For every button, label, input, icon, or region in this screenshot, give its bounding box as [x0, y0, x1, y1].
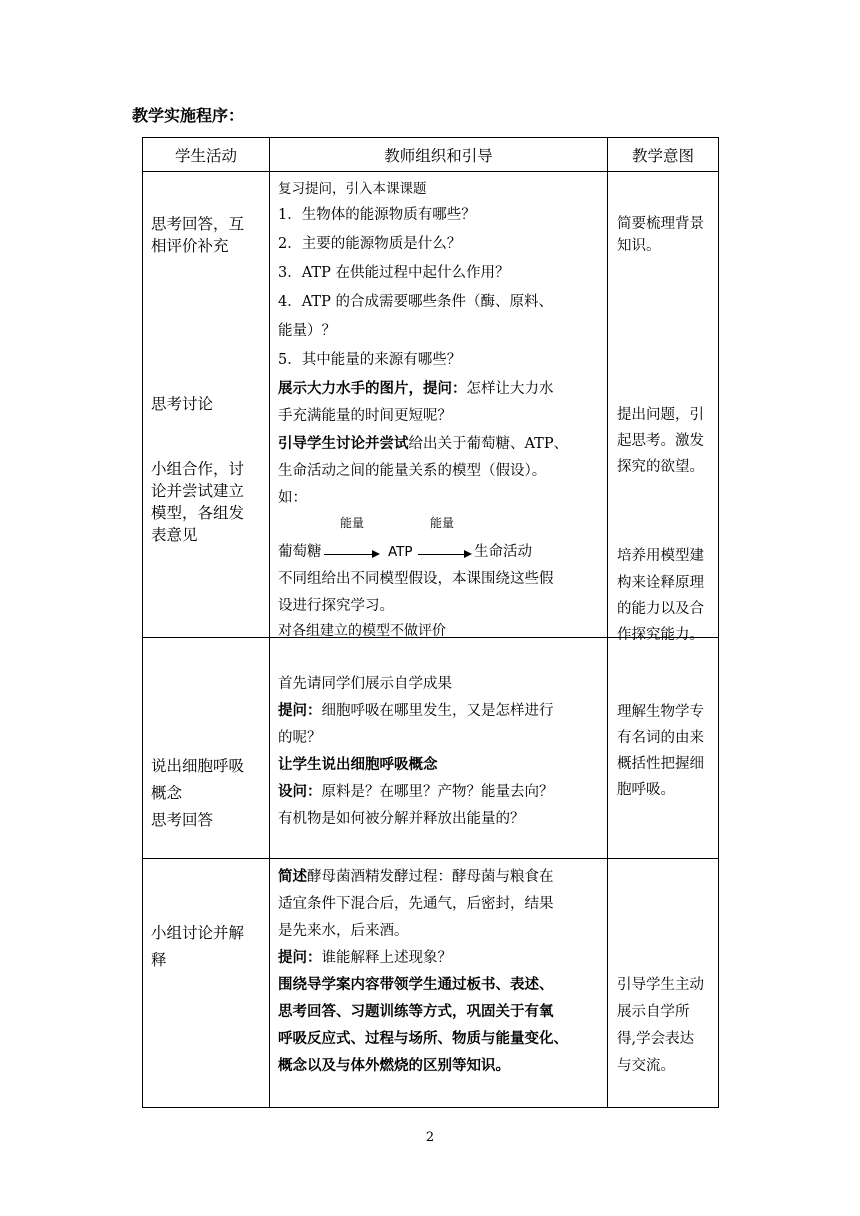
teacher-text	[278, 948, 452, 968]
intent-text: 理解生物学专	[617, 704, 704, 720]
intent-text: 得,学会表达	[617, 1031, 695, 1047]
student-text: 表意见	[151, 526, 198, 544]
teacher-text: 对各组建立的模型不做评价	[278, 623, 446, 639]
energy-label: 能量	[340, 516, 365, 530]
text: 原料是？在哪里？产物？能量去向？	[321, 784, 554, 800]
teacher-text: 有机物是如何被分解并释放出能量的？	[278, 811, 525, 827]
node-life-activity: 生命活动	[474, 544, 532, 560]
student-text: 相评价补充	[151, 237, 229, 255]
header-teaching-intent: 教学意图	[608, 138, 719, 172]
text: 给出关于葡萄糖、ATP、	[408, 436, 569, 452]
node-glucose: 葡萄糖	[278, 544, 322, 560]
student-text: 说出细胞呼吸	[151, 757, 245, 775]
teacher-text: 是先来水，后来酒。	[278, 923, 409, 939]
row2-intent-cell	[608, 638, 719, 859]
row2-teacher-cell	[270, 638, 608, 859]
text: 酵母菌酒精发酵过程：酵母菌与粮食在	[307, 869, 554, 885]
bold-text: 提问：	[278, 950, 322, 966]
bold-text: 设问：	[278, 784, 322, 800]
intent-text: 起思考。激发	[617, 433, 704, 449]
teacher-text: 适宜条件下混合后，先通气，后密封，结果	[278, 896, 554, 912]
intent-text: 提出问题，引	[617, 407, 704, 423]
table-row	[143, 859, 719, 1108]
page-number: 2	[425, 1130, 435, 1145]
teacher-text: 3．ATP 在供能过程中起什么作用？	[278, 265, 510, 281]
teacher-text	[278, 701, 554, 721]
intent-text: 培养用模型建	[617, 548, 704, 564]
table-row	[143, 172, 719, 638]
teacher-text: 5．其中能量的来源有哪些？	[278, 352, 462, 368]
intent-text: 探究的欲望。	[617, 459, 704, 475]
arrow-right-icon	[418, 554, 470, 555]
student-text: 论并尝试建立	[151, 482, 245, 500]
intent-text: 有名词的由来	[617, 730, 704, 746]
student-text: 概念	[151, 784, 183, 802]
teacher-text: 复习提问，引入本课课题	[278, 181, 427, 197]
teacher-text: 设进行探究学习。	[278, 598, 394, 614]
teacher-text: 手充满能量的时间更短呢？	[278, 408, 452, 424]
student-text: 小组合作，讨	[151, 460, 245, 478]
bold-text: 展示大力水手的图片，提问：	[278, 381, 467, 397]
row3-student-cell	[143, 859, 270, 1108]
teacher-text: 呼吸反应式、过程与场所、物质与能量变化、	[278, 1031, 568, 1047]
text: 细胞呼吸在哪里发生，又是怎样进行	[321, 703, 554, 719]
row1-student-cell	[143, 172, 270, 638]
teacher-text: 生命活动之间的能量关系的模型（假设）。	[278, 463, 547, 479]
teacher-text	[278, 379, 554, 399]
intent-text: 引导学生主动	[617, 977, 704, 993]
intent-text: 胞呼吸。	[617, 782, 675, 798]
student-text: 模型，各组发	[151, 504, 245, 522]
intent-text: 概括性把握细	[617, 756, 704, 772]
energy-label: 能量	[430, 516, 455, 530]
teaching-procedure-table	[142, 137, 719, 1108]
student-text: 思考回答	[151, 811, 214, 829]
section-heading: 教学实施程序：	[132, 106, 245, 125]
bold-text: 简述	[278, 869, 307, 885]
table-row	[143, 638, 719, 859]
row1-intent-cell	[608, 172, 719, 643]
teacher-text: 能量）？	[278, 323, 336, 339]
teacher-text: 不同组给出不同模型假设，本课围绕这些假	[278, 571, 554, 587]
teacher-text: 如：	[278, 490, 307, 506]
intent-text: 与交流。	[617, 1058, 675, 1074]
teacher-text: 的呢？	[278, 730, 322, 746]
intent-text: 简要梳理背景	[617, 216, 704, 232]
teacher-text: 1．生物体的能源物质有哪些？	[278, 207, 476, 223]
row3-intent-cell	[608, 859, 719, 1108]
row2-student-cell	[143, 638, 270, 859]
teacher-text: 2．主要的能源物质是什么？	[278, 236, 462, 252]
arrow-right-icon	[324, 554, 378, 555]
text: 谁能解释上述现象？	[321, 950, 452, 966]
text: 怎样让大力水	[466, 381, 554, 397]
bold-text: 引导学生讨论并尝试	[278, 436, 409, 452]
header-student-activity: 学生活动	[143, 138, 270, 172]
bold-text: 提问：	[278, 703, 322, 719]
student-text: 小组讨论并解	[151, 924, 245, 942]
teacher-text	[278, 867, 554, 887]
teacher-text: 首先请同学们展示自学成果	[278, 676, 452, 692]
intent-text: 展示自学所	[617, 1004, 690, 1020]
teacher-text: 4．ATP 的合成需要哪些条件（酶、原料、	[278, 294, 553, 310]
teacher-text	[278, 782, 554, 802]
student-text: 思考回答，互	[151, 215, 245, 233]
teacher-text	[278, 434, 568, 454]
intent-text: 构来诠释原理	[617, 575, 704, 591]
node-atp: ATP	[388, 544, 413, 560]
teacher-text: 让学生说出细胞呼吸概念	[278, 757, 438, 773]
row3-teacher-cell	[270, 859, 608, 1108]
student-text: 思考讨论	[151, 395, 214, 413]
header-row	[143, 138, 719, 172]
intent-text: 作探究能力。	[617, 627, 704, 643]
teacher-text: 思考回答、习题训练等方式，巩固关于有氧	[278, 1004, 554, 1020]
student-text: 释	[151, 951, 167, 969]
intent-text: 知识。	[617, 238, 661, 254]
teacher-text: 概念以及与体外燃烧的区别等知识。	[278, 1058, 510, 1074]
teacher-text: 围绕导学案内容带领学生通过板书、表述、	[278, 977, 554, 993]
intent-text: 的能力以及合	[617, 601, 704, 617]
row1-teacher-cell	[270, 172, 608, 638]
header-teacher-guidance: 教师组织和引导	[270, 138, 608, 172]
